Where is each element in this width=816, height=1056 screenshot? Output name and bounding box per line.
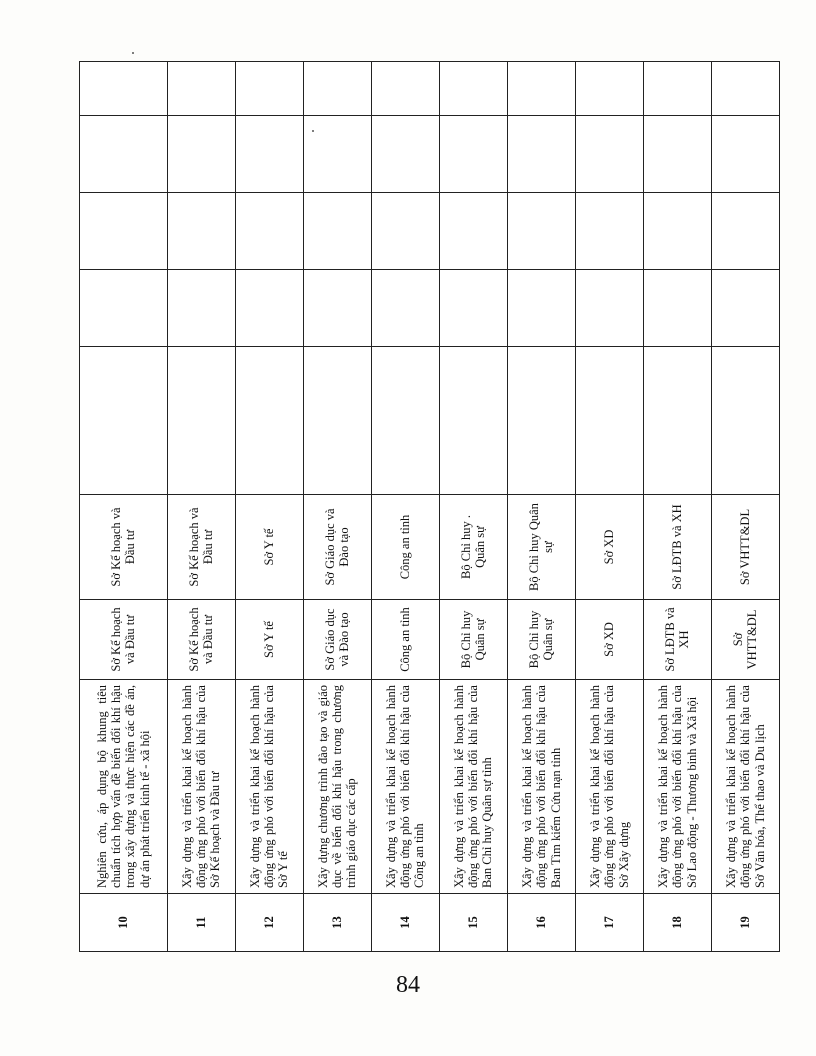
empty-cell bbox=[507, 347, 575, 495]
row-number: 10 bbox=[80, 894, 168, 952]
empty-cell bbox=[167, 347, 235, 495]
coordinating-agency: Sở Kế hoạch và Đầu tư bbox=[167, 495, 235, 600]
empty-cell bbox=[303, 62, 371, 116]
empty-cell bbox=[643, 193, 711, 270]
row-number: 14 bbox=[371, 894, 439, 952]
task-description: Xây dựng chương trình đào tạo và giáo dục về biến đổi khí hậu trong chương trình giáo dục các cấp bbox=[303, 680, 371, 894]
empty-cell bbox=[235, 193, 303, 270]
empty-cell bbox=[643, 270, 711, 347]
task-description: Xây dựng và triển khai kế hoạch hành động ứng phó với biến đổi khí hậu của Sở Xây dựng bbox=[575, 680, 643, 894]
empty-cell bbox=[167, 62, 235, 116]
empty-cell bbox=[643, 62, 711, 116]
empty-cell bbox=[371, 116, 439, 193]
lead-agency: Sở Giáo dục và Đào tạo bbox=[303, 600, 371, 680]
task-description: Xây dựng và triển khai kế hoạch hành động ứng phó với biến đổi khí hậu của Sở Lao động - Thương binh và Xã hội bbox=[643, 680, 711, 894]
row-number: 12 bbox=[235, 894, 303, 952]
coordinating-agency: Sở XD bbox=[575, 495, 643, 600]
empty-cell bbox=[371, 270, 439, 347]
coordinating-agency: Sở LĐTB và XH bbox=[643, 495, 711, 600]
empty-cell bbox=[371, 62, 439, 116]
empty-cell bbox=[711, 62, 779, 116]
empty-cell bbox=[235, 270, 303, 347]
empty-cell bbox=[371, 193, 439, 270]
lead-agency: Sở Kế hoạch và Đầu tư bbox=[167, 600, 235, 680]
empty-cell bbox=[303, 270, 371, 347]
lead-agency: Công an tỉnh bbox=[371, 600, 439, 680]
row-number: 17 bbox=[575, 894, 643, 952]
empty-cell bbox=[439, 116, 507, 193]
coordinating-agency: Sở VHTT&DL bbox=[711, 495, 779, 600]
page-number: 84 bbox=[396, 972, 420, 998]
empty-cell bbox=[235, 62, 303, 116]
row-number: 18 bbox=[643, 894, 711, 952]
empty-cell bbox=[711, 270, 779, 347]
empty-cell bbox=[643, 347, 711, 495]
table-row bbox=[167, 62, 235, 952]
scan-speck bbox=[132, 52, 134, 54]
empty-cell bbox=[575, 62, 643, 116]
empty-cell bbox=[80, 62, 168, 116]
lead-agency: Sở VHTT&DL bbox=[711, 600, 779, 680]
table-row bbox=[507, 62, 575, 952]
row-number: 19 bbox=[711, 894, 779, 952]
empty-cell bbox=[507, 62, 575, 116]
coordinating-agency: Bộ Chỉ huy Quân sự bbox=[507, 495, 575, 600]
empty-cell bbox=[80, 193, 168, 270]
empty-cell bbox=[235, 347, 303, 495]
empty-cell bbox=[80, 116, 168, 193]
empty-cell bbox=[303, 347, 371, 495]
task-description: Xây dựng và triển khai kế hoạch hành động ứng phó với biến đổi khí hậu của Sở Văn hóa, Thể thao và Du lịch bbox=[711, 680, 779, 894]
task-description: Xây dựng và triển khai kế hoạch hành động ứng phó với biến đổi khí hậu của Sở Kế hoạch và Đầu tư bbox=[167, 680, 235, 894]
empty-cell bbox=[575, 116, 643, 193]
empty-cell bbox=[371, 347, 439, 495]
row-number: 11 bbox=[167, 894, 235, 952]
lead-agency: Bộ Chỉ huy Quân sự bbox=[507, 600, 575, 680]
lead-agency: Sở LĐTB và XH bbox=[643, 600, 711, 680]
coordinating-agency: Bộ Chỉ huy . Quân sự bbox=[439, 495, 507, 600]
empty-cell bbox=[575, 347, 643, 495]
lead-agency: Bộ Chỉ huy Quân sự bbox=[439, 600, 507, 680]
table-row bbox=[575, 62, 643, 952]
task-description: Xây dựng và triển khai kế hoạch hành động ứng phó với biến đổi khí hậu của Sở Y tế bbox=[235, 680, 303, 894]
lead-agency: Sở Y tế bbox=[235, 600, 303, 680]
task-description: Nghiên cứu, áp dụng bộ khung tiêu chuẩn tích hợp vấn đề biến đổi khí hậu trong xây dựng và thực hiện các đề án, dự án phát triển kinh tế - xã hội bbox=[80, 680, 168, 894]
task-description: Xây dựng và triển khai kế hoạch hành động ứng phó với biến đổi khí hậu của Công an tỉnh bbox=[371, 680, 439, 894]
empty-cell bbox=[235, 116, 303, 193]
empty-cell bbox=[643, 116, 711, 193]
task-description: Xây dựng và triển khai kế hoạch hành động ứng phó với biến đổi khí hậu của Ban Chỉ huy Quân sự tỉnh bbox=[439, 680, 507, 894]
table-row bbox=[303, 62, 371, 952]
lead-agency: Sở XD bbox=[575, 600, 643, 680]
empty-cell bbox=[507, 116, 575, 193]
empty-cell bbox=[439, 347, 507, 495]
table-row bbox=[439, 62, 507, 952]
table-row bbox=[643, 62, 711, 952]
empty-cell bbox=[439, 193, 507, 270]
empty-cell bbox=[711, 193, 779, 270]
empty-cell bbox=[80, 347, 168, 495]
coordinating-agency: Công an tỉnh bbox=[371, 495, 439, 600]
empty-cell bbox=[80, 270, 168, 347]
scan-speck bbox=[312, 130, 314, 132]
empty-cell bbox=[575, 270, 643, 347]
empty-cell bbox=[167, 116, 235, 193]
table-body bbox=[80, 62, 780, 952]
lead-agency: Sở Kế hoạch và Đầu tư bbox=[80, 600, 168, 680]
empty-cell bbox=[439, 62, 507, 116]
coordinating-agency: Sở Kế hoạch và Đầu tư bbox=[80, 495, 168, 600]
empty-cell bbox=[167, 193, 235, 270]
empty-cell bbox=[439, 270, 507, 347]
empty-cell bbox=[167, 270, 235, 347]
rotated-table-wrapper bbox=[79, 62, 780, 952]
empty-cell bbox=[711, 116, 779, 193]
task-table bbox=[79, 61, 780, 952]
empty-cell bbox=[575, 193, 643, 270]
row-number: 15 bbox=[439, 894, 507, 952]
empty-cell bbox=[303, 116, 371, 193]
row-number: 16 bbox=[507, 894, 575, 952]
empty-cell bbox=[507, 270, 575, 347]
empty-cell bbox=[507, 193, 575, 270]
coordinating-agency: Sở Giáo dục và Đào tạo bbox=[303, 495, 371, 600]
coordinating-agency: Sở Y tế bbox=[235, 495, 303, 600]
task-description: Xây dựng và triển khai kế hoạch hành động ứng phó với biến đổi khí hậu của Ban Tìm kiếm Cứu nạn tỉnh bbox=[507, 680, 575, 894]
empty-cell bbox=[303, 193, 371, 270]
table-row bbox=[235, 62, 303, 952]
table-row bbox=[80, 62, 168, 952]
table-row bbox=[371, 62, 439, 952]
table-row bbox=[711, 62, 779, 952]
row-number: 13 bbox=[303, 894, 371, 952]
empty-cell bbox=[711, 347, 779, 495]
